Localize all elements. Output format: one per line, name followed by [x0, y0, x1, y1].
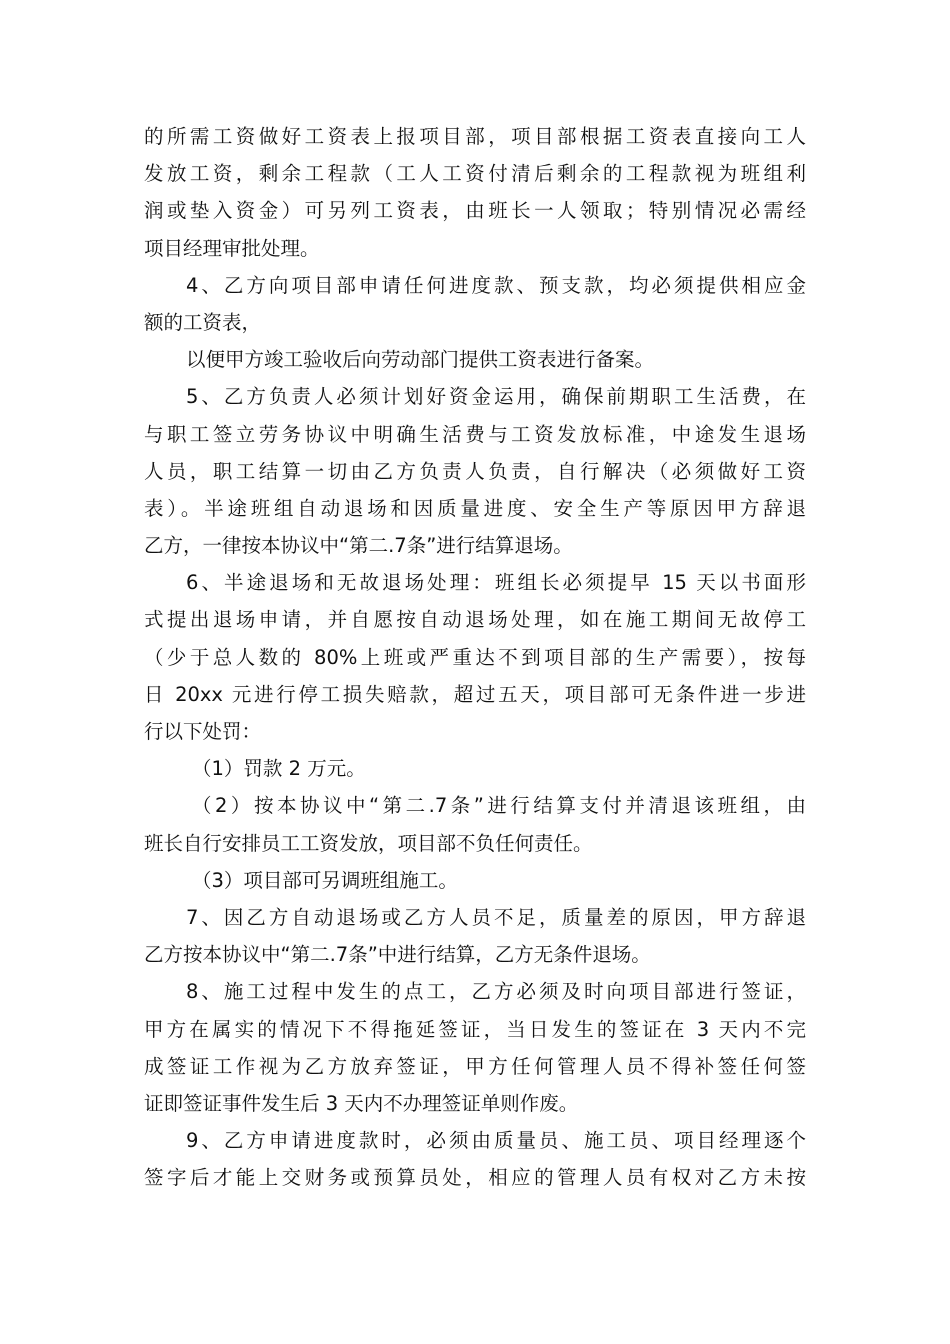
- text-line: 式提出退场申请，并自愿按自动退场处理，如在施工期间无故停工: [144, 608, 806, 632]
- text-line: 甲方在属实的情况下不得拖延签证，当日发生的签证在 3 天内不完: [144, 1017, 806, 1041]
- text-line: 项目经理审批处理。: [144, 236, 320, 260]
- text-line: 成签证工作视为乙方放弃签证，甲方任何管理人员不得补签任何签: [144, 1054, 806, 1078]
- text-line: 表）。半途班组自动退场和因质量进度、安全生产等原因甲方辞退: [144, 496, 806, 520]
- text-line: 9、乙方申请进度款时，必须由质量员、施工员、项目经理逐个: [186, 1129, 806, 1153]
- text-line: 人员，职工结算一切由乙方负责人负责，自行解决（必须做好工资: [144, 459, 806, 483]
- text-line: 发放工资，剩余工程款（工人工资付清后剩余的工程款视为班组利: [144, 162, 806, 186]
- text-line: （少于总人数的 80%上班或严重达不到项目部的生产需要），按每: [144, 645, 806, 669]
- text-line: 行以下处罚：: [144, 720, 262, 743]
- text-line: 签字后才能上交财务或预算员处，相应的管理人员有权对乙方未按: [144, 1166, 806, 1190]
- text-line: 乙方，一律按本协议中“第二.7条”进行结算退场。: [144, 534, 573, 558]
- text-line: 8、施工过程中发生的点工，乙方必须及时向项目部进行签证，: [186, 980, 806, 1004]
- text-line: （2）按本协议中“第二.7条”进行结算支付并清退该班组，由: [192, 794, 806, 818]
- document-body: [144, 118, 806, 1196]
- text-line: 额的工资表，: [144, 310, 262, 334]
- text-line: 以便甲方竣工验收后向劳动部门提供工资表进行备案。: [186, 348, 655, 372]
- text-line: 乙方按本协议中“第二.7条”中进行结算，乙方无条件退场。: [144, 943, 651, 967]
- text-line: 与职工签立劳务协议中明确生活费与工资发放标准，中途发生退场: [144, 422, 806, 446]
- text-line: 7、因乙方自动退场或乙方人员不足，质量差的原因，甲方辞退: [186, 905, 806, 929]
- text-line: 6、半途退场和无故退场处理：班组长必须提早 15 天以书面形: [186, 571, 806, 595]
- text-line: （3）项目部可另调班组施工。: [192, 868, 458, 892]
- text-line: 班长自行安排员工工资发放，项目部不负任何责任。: [144, 831, 593, 855]
- text-line: 的所需工资做好工资表上报项目部，项目部根据工资表直接向工人: [144, 125, 806, 148]
- text-line: 润或垫入资金）可另列工资表，由班长一人领取；特别情况必需经: [144, 199, 806, 223]
- text-line: 日 20xx 元进行停工损失赔款，超过五天，项目部可无条件进一步进: [144, 682, 806, 706]
- text-line: （1）罚款 2 万元。: [192, 757, 366, 781]
- text-line: 4、乙方向项目部申请任何进度款、预支款，均必须提供相应金: [186, 273, 806, 297]
- text-line: 证即签证事件发生后 3 天内不办理签证单则作废。: [144, 1091, 579, 1115]
- text-line: 5、乙方负责人必须计划好资金运用，确保前期职工生活费，在: [186, 385, 806, 409]
